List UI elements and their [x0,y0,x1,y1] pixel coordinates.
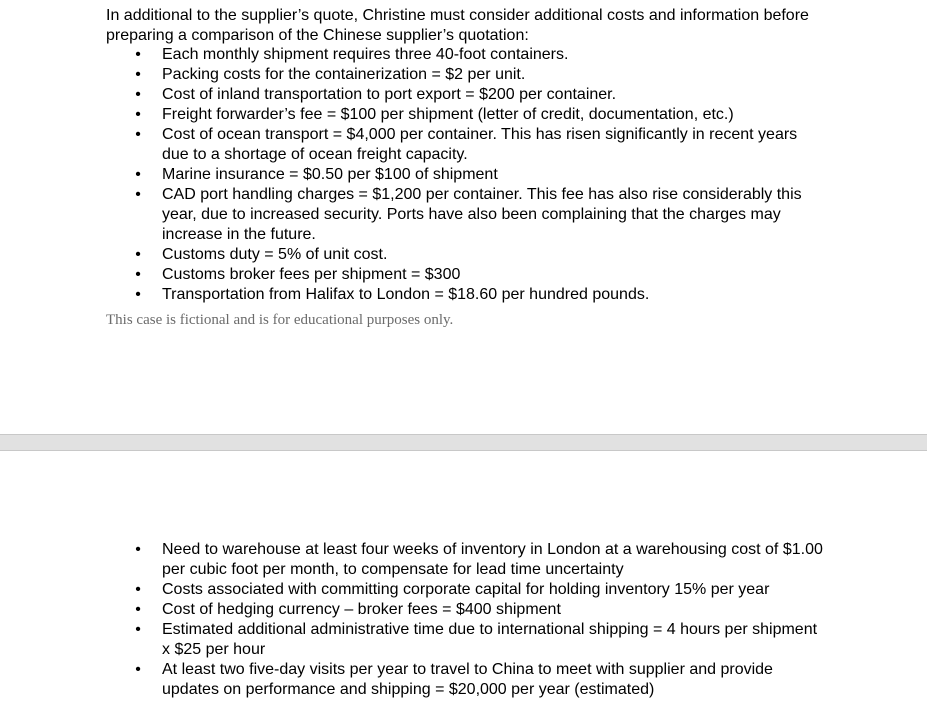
bullet-icon: • [135,541,141,558]
list-item [135,600,827,620]
bullet-icon: • [135,106,141,123]
list-item-text: Customs broker fees per shipment = $300 [162,266,461,283]
list-item [135,125,827,165]
cost-list-page-1 [135,45,827,305]
intro-paragraph: In additional to the supplier’s quote, Christine must consider additional costs and information before preparing a comparison of the Chinese supplier’s quotation: [106,7,809,44]
list-item [135,185,827,245]
list-item-text: CAD port handling charges = $1,200 per container. This fee has also rise considerably this year, due to increased security. Ports have also been complaining that the charges may increase in the future. [162,186,802,243]
list-item-text: Each monthly shipment requires three 40-foot containers. [162,46,569,63]
list-item-text: Need to warehouse at least four weeks of inventory in London at a warehousing cost of $1.00 per cubic foot per month, to compensate for lead time uncertainty [162,541,823,578]
bullet-icon: • [135,661,141,678]
list-item [135,105,827,125]
fiction-disclaimer: This case is fictional and is for educational purposes only. [106,312,454,328]
cost-list-page-2 [135,540,827,700]
list-item [135,285,827,305]
bullet-icon: • [135,621,141,638]
bullet-icon: • [135,126,141,143]
list-item [135,620,827,660]
list-item [135,540,827,580]
bullet-icon: • [135,286,141,303]
bullet-icon: • [135,86,141,103]
list-item [135,660,827,700]
list-item-text: Freight forwarder’s fee = $100 per shipment (letter of credit, documentation, etc.) [162,106,734,123]
bullet-icon: • [135,66,141,83]
bullet-icon: • [135,246,141,263]
list-item [135,265,827,285]
list-item-text: Packing costs for the containerization = $2 per unit. [162,66,526,83]
bullet-icon: • [135,46,141,63]
list-item-text: Cost of ocean transport = $4,000 per container. This has risen significantly in recent years due to a shortage of ocean freight capacity. [162,126,798,163]
list-item-text: Customs duty = 5% of unit cost. [162,246,388,263]
list-item [135,65,827,85]
bullet-icon: • [135,186,141,203]
list-item-text: Estimated additional administrative time due to international shipping = 4 hours per shipment x $25 per hour [162,621,818,658]
bullet-icon: • [135,601,141,618]
bullet-icon: • [135,581,141,598]
page-break-gap [0,434,927,451]
list-item [135,165,827,185]
list-item [135,85,827,105]
bullet-icon: • [135,166,141,183]
document-page-2 [0,451,927,715]
list-item [135,45,827,65]
list-item-text: Marine insurance = $0.50 per $100 of shipment [162,166,498,183]
list-item [135,580,827,600]
list-item-text: Costs associated with committing corporate capital for holding inventory 15% per year [162,581,770,598]
list-item-text: Transportation from Halifax to London = $18.60 per hundred pounds. [162,286,650,303]
list-item-text: At least two five-day visits per year to travel to China to meet with supplier and provide updates on performance and shipping = $20,000 per year (estimated) [162,661,773,698]
bullet-icon: • [135,266,141,283]
list-item-text: Cost of hedging currency – broker fees = $400 shipment [162,601,561,618]
list-item [135,245,827,265]
list-item-text: Cost of inland transportation to port export = $200 per container. [162,86,617,103]
